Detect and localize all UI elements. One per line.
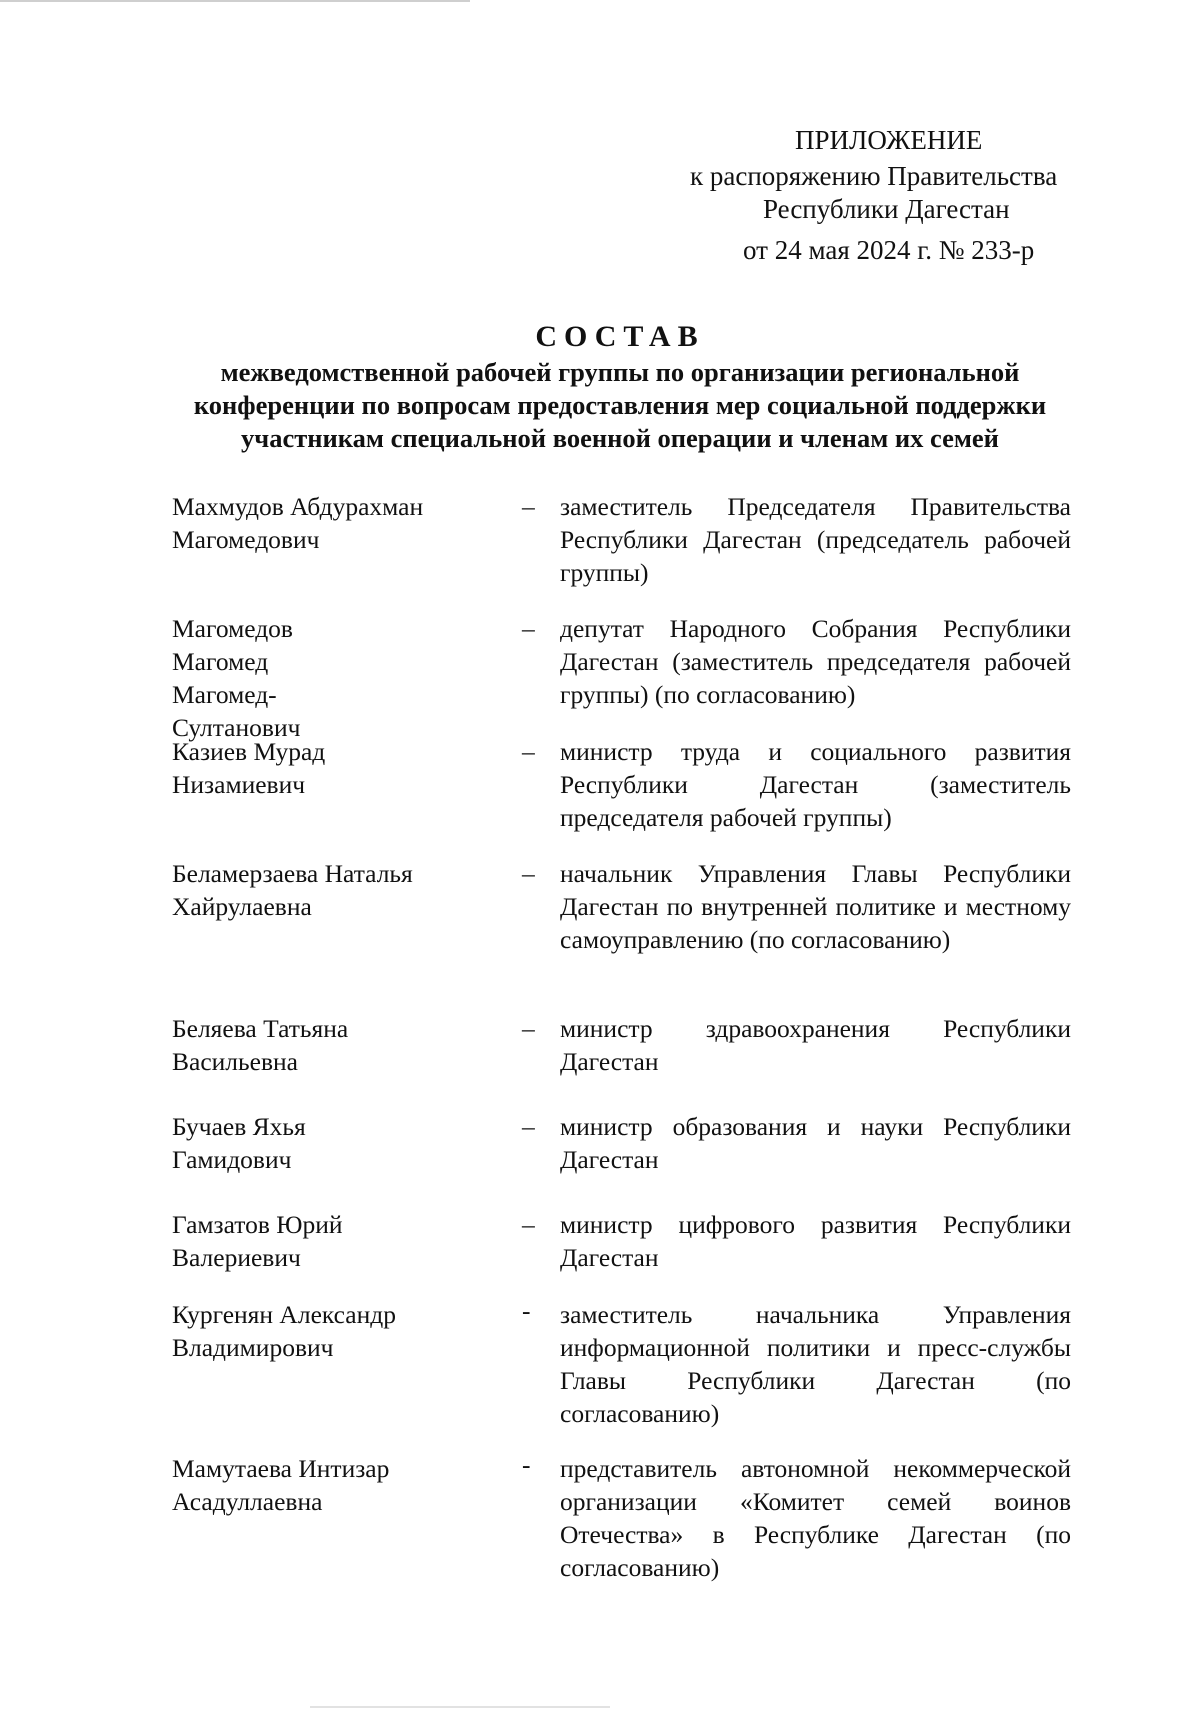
member-name: Кургенян Александр Владимирович xyxy=(172,1300,396,1362)
member-dash: – xyxy=(522,614,535,643)
member-dash: – xyxy=(522,1112,535,1141)
subtitle-line: межведомственной рабочей группы по организации региональной xyxy=(220,357,1020,387)
member-name: Махмудов Абдурахман Магомедович xyxy=(172,492,424,554)
member-role: заместитель Председателя Правительства Республики Дагестан (председатель рабочей группы) xyxy=(560,492,1071,587)
document-title: СОСТАВ xyxy=(535,320,705,353)
member-dash: – xyxy=(522,1014,535,1043)
member-role: представитель автономной некоммерческой организации «Комитет семей воинов Отечества» в Республике Дагестан (по согласованию) xyxy=(560,1454,1071,1582)
member-role: министр здравоохранения Республики Дагестан xyxy=(560,1014,1071,1076)
member-role: начальник Управления Главы Республики Дагестан по внутренней политике и местному самоуправлению (по согласованию) xyxy=(560,859,1071,954)
member-dash: – xyxy=(522,1210,535,1239)
member-role: министр труда и социального развития Республики Дагестан (заместитель председателя рабочей группы) xyxy=(560,737,1071,832)
member-dash: - xyxy=(522,1296,531,1325)
scan-edge-line xyxy=(0,0,470,2)
annex-date-number: от 24 мая 2024 г. № 233-р xyxy=(743,235,1035,265)
member-name: Беламерзаева Наталья Хайрулаевна xyxy=(172,859,413,921)
member-dash: – xyxy=(522,737,535,766)
annex-authority: Республики Дагестан xyxy=(763,194,1010,224)
member-dash: – xyxy=(522,859,535,888)
scan-edge-line xyxy=(310,1706,610,1708)
member-name: Гамзатов Юрий Валериевич xyxy=(172,1210,343,1272)
annex-heading: ПРИЛОЖЕНИЕ xyxy=(795,125,983,155)
member-name: Магомедов Магомед Магомед-Султанович xyxy=(172,614,301,742)
member-dash: - xyxy=(522,1450,531,1479)
member-role: депутат Народного Собрания Республики Дагестан (заместитель председателя рабочей группы) (по согласованию) xyxy=(560,614,1071,709)
member-name: Мамутаева Интизар Асадуллаевна xyxy=(172,1454,390,1516)
member-role: заместитель начальника Управления информационной политики и пресс-службы Главы Республики Дагестан (по согласованию) xyxy=(560,1300,1071,1428)
member-dash: – xyxy=(522,492,535,521)
member-role: министр цифрового развития Республики Дагестан xyxy=(560,1210,1071,1272)
subtitle-line: конференции по вопросам предоставления мер социальной поддержки xyxy=(193,390,1047,420)
subtitle-line: участникам специальной военной операции и членам их семей xyxy=(241,423,999,453)
member-name: Бучаев Яхья Гамидович xyxy=(172,1112,306,1174)
annex-reference: к распоряжению Правительства xyxy=(690,161,1058,191)
member-name: Беляева Татьяна Васильевна xyxy=(172,1014,349,1076)
member-role: министр образования и науки Республики Дагестан xyxy=(560,1112,1071,1174)
member-name: Казиев Мурад Низамиевич xyxy=(172,737,326,799)
document-subtitle xyxy=(140,356,1100,455)
